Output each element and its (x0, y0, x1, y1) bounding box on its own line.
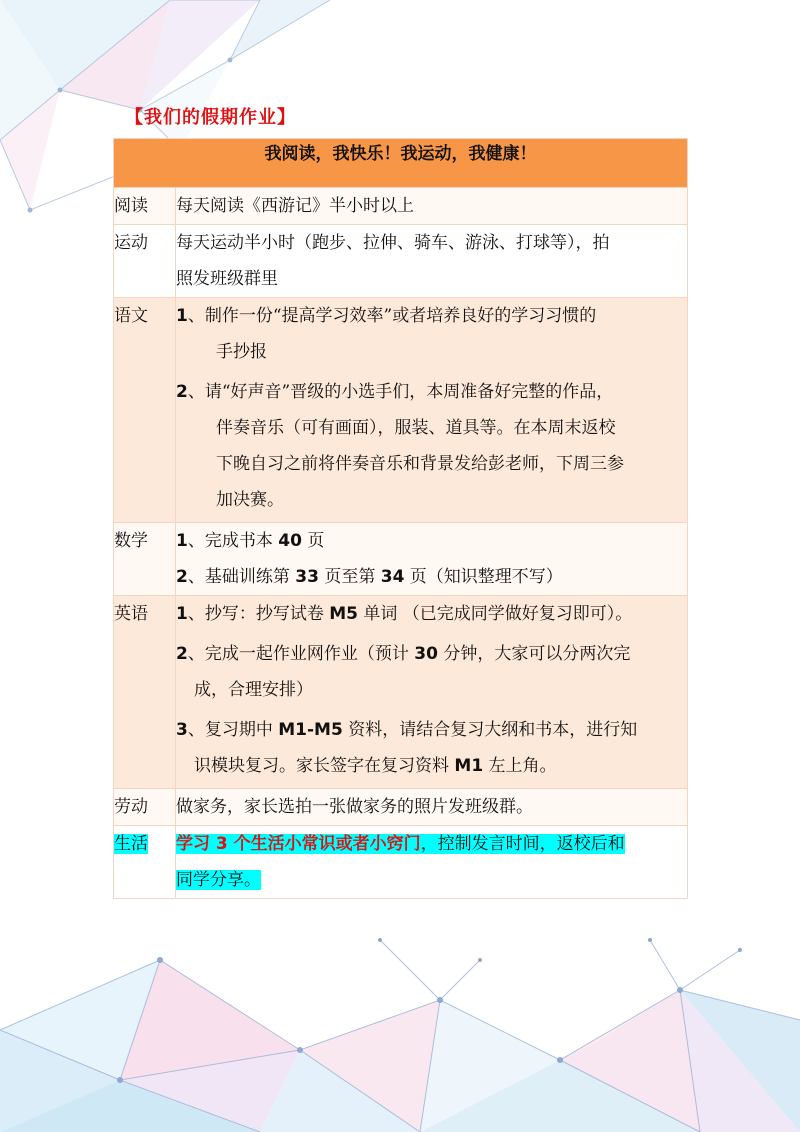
item-text: 手抄报 (216, 342, 267, 362)
task-line: 做家务，家长选拍一张做家务的照片发班级群。 (176, 797, 533, 817)
task-exercise (176, 225, 688, 298)
highlight-text: 学习 (176, 834, 216, 854)
task-line: 照发班级群里 (176, 269, 278, 289)
table-row (114, 188, 688, 225)
table-row (114, 826, 688, 899)
item-text: 分钟，大家可以分两次完 (437, 644, 631, 664)
page-number: 40 (278, 531, 302, 551)
header-row (114, 139, 688, 188)
page-title: 【我们的假期作业】 (125, 107, 296, 128)
table-row (114, 298, 688, 523)
item-number: 3 (176, 720, 188, 740)
item-number: 2 (176, 382, 188, 402)
task-reading (176, 188, 688, 225)
item-text: 伴奏音乐（可有画面），服装、道具等。在本周末返校 (216, 418, 616, 438)
item-text: ，控制发言时间，返校后和 (420, 834, 625, 854)
subject-math: 数学 (114, 523, 176, 596)
table-row (114, 225, 688, 298)
subject-highlight: 生活 (114, 834, 148, 854)
item-text: 、完成书本 (187, 531, 279, 551)
list-item (176, 596, 687, 632)
task-labor (176, 789, 688, 826)
item-number: 1 (176, 531, 188, 551)
subject-life (114, 826, 176, 899)
item-text: 识模块复习。家长签字在复习资料 (194, 756, 455, 776)
table-header: 我阅读，我快乐！我运动，我健康！ (114, 139, 688, 188)
task-chinese (176, 298, 688, 523)
item-text: 、基础训练第 (187, 567, 296, 587)
subject-exercise: 运动 (114, 225, 176, 298)
page-number: 34 (380, 567, 405, 587)
subject-chinese: 语文 (114, 298, 176, 523)
list-item (176, 298, 687, 370)
task-line: 每天运动半小时（跑步、拉伸、骑车、游泳、打球等），拍 (176, 233, 610, 253)
item-text: 资料，请结合复习大纲和书本，进行知 (342, 720, 638, 740)
item-text: 、复习期中 (187, 720, 279, 740)
unit-code: M5 (329, 604, 358, 624)
item-text: 同学分享。 (176, 870, 261, 890)
item-text: 、抄写：抄写试卷 (187, 604, 330, 624)
list-item (176, 712, 687, 784)
item-number: 2 (176, 644, 188, 664)
item-text: 单词 （已完成同学做好复习即可）。 (358, 604, 633, 624)
item-text: 页（知识整理不写） (404, 567, 563, 587)
item-text: 、制作一份“提高学习效率”或者培养良好的学习习惯的 (187, 306, 597, 326)
unit-code: M1-M5 (278, 720, 343, 740)
table-row (114, 596, 688, 789)
table-row (114, 523, 688, 596)
list-item (176, 636, 687, 708)
item-text: 、完成一起作业网作业（预计 (187, 644, 415, 664)
highlight-text: 个生活小常识或者小窍门 (227, 834, 421, 854)
page-number: 33 (295, 567, 319, 587)
subject-english: 英语 (114, 596, 176, 789)
item-text: 、请“好声音”晋级的小选手们，本周准备好完整的作品， (187, 382, 614, 402)
highlight-number: 3 (215, 834, 228, 854)
item-number: 2 (176, 567, 188, 587)
task-english (176, 596, 688, 789)
item-text: 下晚自习之前将伴奏音乐和背景发给彭老师，下周三参 (216, 454, 624, 474)
item-text: 加决赛。 (216, 490, 284, 510)
task-life (176, 826, 688, 899)
item-text: 页至第 (318, 567, 381, 587)
list-item (176, 523, 687, 559)
item-number: 1 (176, 306, 188, 326)
list-item (176, 559, 687, 595)
task-math (176, 523, 688, 596)
list-item (176, 374, 687, 518)
subject-reading: 阅读 (114, 188, 176, 225)
item-text: 页 (301, 531, 325, 551)
homework-table (113, 138, 688, 899)
table-row (114, 789, 688, 826)
item-text: 左上角。 (483, 756, 557, 776)
unit-code: M1 (454, 756, 484, 776)
item-text: 成，合理安排） (194, 680, 313, 700)
item-number: 1 (176, 604, 188, 624)
minutes-number: 30 (414, 644, 438, 664)
subject-labor: 劳动 (114, 789, 176, 826)
task-line: 每天阅读《西游记》半小时以上 (176, 196, 414, 216)
